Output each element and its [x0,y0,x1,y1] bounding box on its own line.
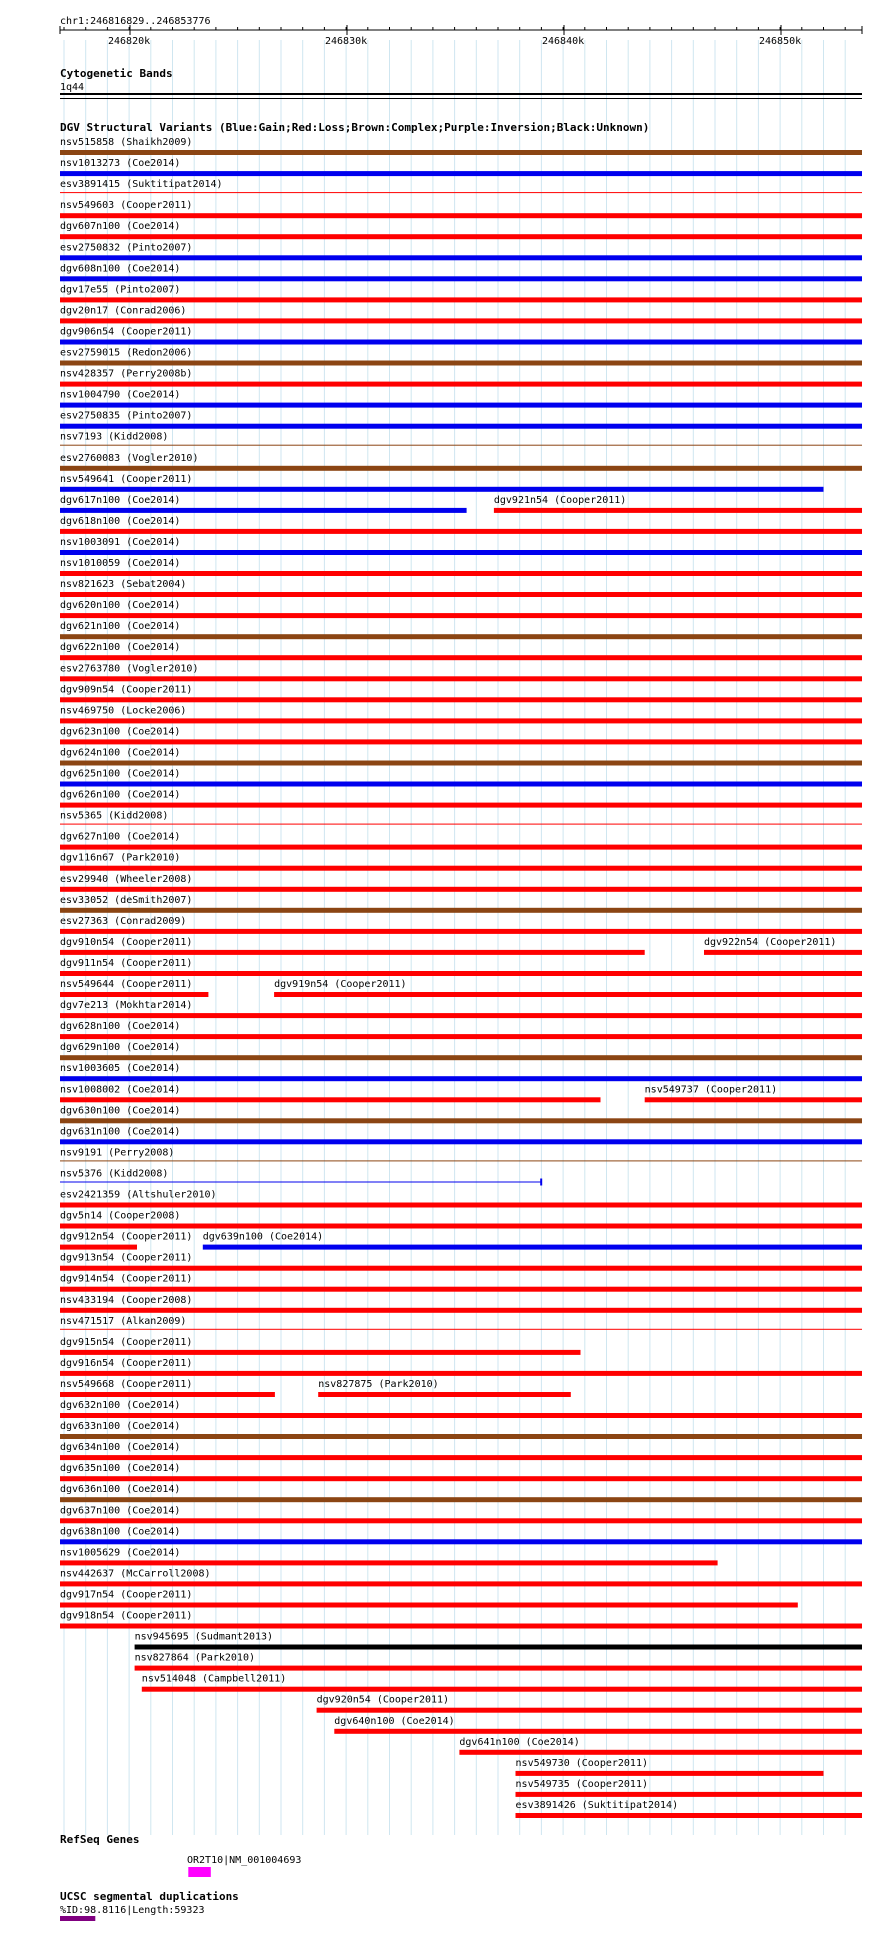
variant-label: dgv634n100 (Coe2014) [60,1442,181,1454]
variant-label: nsv1005629 (Coe2014) [60,1547,181,1559]
ruler-tick-label: 246820k [108,36,151,47]
variant-label: dgv607n100 (Coe2014) [60,221,181,233]
variant-feature[interactable] [60,887,862,892]
variant-feature[interactable] [60,1287,862,1292]
variant-label: dgv637n100 (Coe2014) [60,1505,181,1517]
variant-label: dgv623n100 (Coe2014) [60,726,181,738]
variant-label: nsv471517 (Alkan2009) [60,1315,187,1327]
variant-feature[interactable] [60,992,208,997]
variant-feature[interactable] [135,1666,862,1671]
variant-label: nsv549668 (Cooper2011) [60,1378,193,1390]
variant-feature[interactable] [516,1792,863,1797]
variant-feature[interactable] [60,1560,718,1565]
variant-label: dgv628n100 (Coe2014) [60,1021,181,1033]
variant-feature[interactable] [60,1245,137,1250]
variant-feature[interactable] [60,1203,862,1208]
variant-label: dgv915n54 (Cooper2011) [60,1336,193,1348]
variant-label: dgv116n67 (Park2010) [60,852,181,864]
ruler-tick-label: 246830k [325,36,368,47]
variant-feature[interactable] [60,1518,862,1523]
variant-label: esv29940 (Wheeler2008) [60,873,193,885]
variant-feature[interactable] [60,1371,862,1376]
variant-label: dgv622n100 (Coe2014) [60,642,181,654]
variant-label: nsv515858 (Shaikh2009) [60,137,193,148]
variant-feature[interactable] [142,1687,862,1692]
refseq-track-title: RefSeq Genes [60,1833,140,1846]
variant-label: dgv625n100 (Coe2014) [60,768,181,780]
variant-feature[interactable] [60,1308,862,1313]
variant-label: dgv921n54 (Cooper2011) [493,494,627,506]
variant-feature[interactable] [60,718,862,723]
variant-label: dgv906n54 (Cooper2011) [60,326,193,338]
variant-feature[interactable] [60,634,862,639]
variant-label: dgv633n100 (Coe2014) [60,1421,181,1433]
variant-feature[interactable] [60,697,862,702]
variant-feature[interactable] [60,1329,862,1330]
variant-label: nsv1013273 (Coe2014) [60,158,181,170]
variant-feature[interactable] [60,1434,862,1439]
variant-label: nsv1004790 (Coe2014) [60,389,181,401]
variant-feature[interactable] [60,361,862,366]
variant-label: esv2760083 (Vogler2010) [60,452,199,464]
variant-label: esv3891426 (Suktitipat2014) [515,1799,679,1811]
variant-label: dgv922n54 (Cooper2011) [704,936,837,948]
variant-label: esv2759015 (Redon2006) [60,347,193,359]
variant-feature[interactable] [60,445,862,446]
variant-feature[interactable] [60,1497,862,1502]
variant-feature[interactable] [60,508,467,513]
variant-label: dgv631n100 (Coe2014) [60,1126,181,1138]
variant-feature[interactable] [60,466,862,471]
variant-feature[interactable] [60,318,862,323]
variant-label: dgv636n100 (Coe2014) [60,1484,181,1496]
variant-feature[interactable] [60,1539,862,1544]
variant-feature[interactable] [60,592,862,597]
region-label: chr1:246816829..246853776 [60,16,211,27]
variant-feature[interactable] [60,1139,862,1144]
variant-label: nsv428357 (Perry2008b) [60,368,193,380]
variant-label: nsv433194 (Cooper2008) [60,1294,193,1306]
variant-label: dgv20n17 (Conrad2006) [60,305,187,317]
ruler-tick-label: 246840k [542,36,585,47]
variant-feature[interactable] [60,487,824,492]
variant-feature[interactable] [60,213,862,218]
variant-feature[interactable] [203,1245,862,1250]
variant-feature[interactable] [60,1603,798,1608]
variant-feature[interactable] [60,866,862,871]
dgv-track-title: DGV Structural Variants (Blue:Gain;Red:Loss;Brown:Complex;Purple:Inversion;Black:Unknown) [60,121,650,134]
variant-label: nsv827875 (Park2010) [318,1378,439,1390]
variant-feature[interactable] [60,1413,862,1418]
variant-feature[interactable] [459,1750,862,1755]
variant-feature[interactable] [60,1097,601,1102]
variant-feature[interactable] [318,1392,571,1397]
variant-feature[interactable] [60,613,862,618]
variant-feature[interactable] [317,1708,862,1713]
variant-label: nsv5376 (Kidd2008) [60,1168,169,1180]
variant-feature[interactable] [60,1350,581,1355]
gene-feature[interactable] [188,1867,211,1877]
variant-feature[interactable] [60,1392,275,1397]
dgv-track [60,137,862,1818]
coordinate-ruler[interactable] [60,25,862,47]
variant-feature[interactable] [494,508,862,513]
variant-label: esv2763780 (Vogler2010) [60,663,199,675]
variant-label: dgv909n54 (Cooper2011) [60,684,193,696]
track-divider [60,98,862,99]
variant-feature[interactable] [60,424,862,429]
variant-feature[interactable] [60,950,645,955]
variant-label: nsv945695 (Sudmant2013) [134,1631,274,1643]
variant-label: dgv617n100 (Coe2014) [60,494,181,506]
segdup-track-title: UCSC segmental duplications [60,1890,239,1903]
variant-feature[interactable] [60,550,862,555]
variant-feature[interactable] [274,992,862,997]
variant-feature[interactable] [60,1455,862,1460]
variant-feature[interactable] [60,1055,862,1060]
variant-feature[interactable] [60,761,862,766]
variant-feature[interactable] [60,782,862,787]
variant-label: dgv916n54 (Cooper2011) [60,1357,193,1369]
variant-feature[interactable] [60,1160,862,1161]
variant-label: esv33052 (deSmith2007) [60,894,193,906]
variant-feature[interactable] [60,192,862,193]
variant-feature[interactable] [60,845,862,850]
variant-label: nsv549735 (Cooper2011) [515,1778,648,1790]
variant-label: dgv608n100 (Coe2014) [60,263,181,275]
variant-feature[interactable] [516,1771,824,1776]
variant-feature[interactable] [60,908,862,913]
variant-label: nsv1008002 (Coe2014) [60,1084,181,1096]
variant-label: dgv620n100 (Coe2014) [60,600,181,612]
variant-feature[interactable] [60,234,862,239]
variant-label: dgv914n54 (Cooper2011) [60,1273,193,1285]
variant-label: nsv549641 (Cooper2011) [60,473,193,485]
variant-feature[interactable] [334,1729,862,1734]
variant-label: nsv549730 (Cooper2011) [515,1757,648,1769]
variant-feature[interactable] [60,1624,862,1629]
variant-label: esv27363 (Conrad2009) [60,915,187,927]
variant-feature[interactable] [60,1266,862,1271]
variant-label: dgv918n54 (Cooper2011) [60,1610,193,1622]
variant-feature[interactable] [516,1813,863,1818]
variant-feature[interactable] [60,571,862,576]
segdup-feature[interactable] [60,1916,95,1921]
cytoband-band[interactable] [60,93,862,95]
variant-label: dgv913n54 (Cooper2011) [60,1252,193,1264]
cytoband-track-title: Cytogenetic Bands [60,67,173,80]
variant-label: dgv920n54 (Cooper2011) [316,1694,450,1706]
variant-label: dgv641n100 (Coe2014) [459,1736,580,1748]
variant-label: dgv912n54 (Cooper2011) [60,1231,193,1243]
variant-feature[interactable] [60,1034,862,1039]
variant-feature[interactable] [60,1182,541,1183]
variant-feature[interactable] [60,297,862,302]
variant-feature[interactable] [60,971,862,976]
variant-label: dgv911n54 (Cooper2011) [60,957,193,969]
variant-label: dgv632n100 (Coe2014) [60,1400,181,1411]
variant-label: dgv618n100 (Coe2014) [60,515,181,527]
variant-label: dgv917n54 (Cooper2011) [60,1589,193,1601]
variant-feature[interactable] [645,1097,862,1102]
variant-label: esv3891415 (Suktitipat2014) [60,179,223,191]
variant-label: nsv514048 (Campbell2011) [141,1673,287,1685]
variant-label: dgv919n54 (Cooper2011) [274,979,407,990]
variant-feature[interactable] [60,403,862,408]
variant-label: dgv7e213 (Mokhtar2014) [60,1000,193,1012]
variant-label: nsv549737 (Cooper2011) [644,1084,778,1096]
variant-feature[interactable] [60,171,862,176]
variant-feature[interactable] [60,529,862,534]
variant-feature[interactable] [60,1581,862,1586]
variant-feature[interactable] [60,382,862,387]
variant-label: dgv638n100 (Coe2014) [60,1526,181,1538]
segdup-label: %ID:98.8116|Length:59323 [60,1905,205,1916]
variant-label: dgv635n100 (Coe2014) [60,1463,181,1475]
variant-label: dgv627n100 (Coe2014) [60,831,181,843]
variant-feature[interactable] [60,1118,862,1123]
variant-feature[interactable] [60,276,862,281]
cytoband-label: 1q44 [60,82,85,93]
variant-feature[interactable] [60,803,862,808]
variant-label: nsv7193 (Kidd2008) [60,431,169,443]
variant-feature[interactable] [60,739,862,744]
variant-feature[interactable] [60,1476,862,1481]
variant-label: nsv1003605 (Coe2014) [60,1063,181,1075]
variant-label: esv2750835 (Pinto2007) [60,410,193,422]
variant-label: nsv821623 (Sebat2004) [60,579,187,591]
variant-feature[interactable] [60,1224,862,1229]
gene-label: OR2T10|NM_001004693 [187,1855,302,1866]
variant-end-cap [540,1179,542,1186]
ruler-tick-label: 246850k [759,36,802,47]
variant-label: nsv549603 (Cooper2011) [60,200,193,212]
variant-label: dgv910n54 (Cooper2011) [60,936,193,948]
variant-feature[interactable] [60,1013,862,1018]
variant-label: dgv630n100 (Coe2014) [60,1105,181,1117]
variant-label: nsv442637 (McCarroll2008) [60,1568,211,1580]
variant-label: nsv549644 (Cooper2011) [60,979,193,990]
variant-label: nsv1003091 (Coe2014) [60,536,181,548]
variant-label: nsv5365 (Kidd2008) [60,810,169,822]
variant-label: dgv629n100 (Coe2014) [60,1042,181,1054]
variant-label: dgv5n14 (Cooper2008) [60,1210,181,1222]
variant-feature[interactable] [704,950,862,955]
variant-label: dgv17e55 (Pinto2007) [60,284,181,296]
variant-label: dgv624n100 (Coe2014) [60,747,181,759]
variant-feature[interactable] [60,340,862,345]
variant-label: esv2421359 (Altshuler2010) [60,1189,217,1201]
variant-label: nsv9191 (Perry2008) [60,1147,175,1159]
variant-feature[interactable] [60,655,862,660]
variant-label: esv2750832 (Pinto2007) [60,242,193,254]
variant-feature[interactable] [135,1645,862,1650]
variant-label: dgv640n100 (Coe2014) [334,1715,455,1727]
variant-label: nsv469750 (Locke2006) [60,705,187,717]
variant-feature[interactable] [60,824,862,825]
variant-label: dgv621n100 (Coe2014) [60,621,181,633]
variant-feature[interactable] [60,676,862,681]
variant-label: nsv827864 (Park2010) [134,1652,256,1664]
variant-label: dgv639n100 (Coe2014) [202,1231,324,1243]
variant-feature[interactable] [60,255,862,260]
variant-feature[interactable] [60,150,862,155]
variant-label: nsv1010059 (Coe2014) [60,558,181,569]
variant-label: dgv626n100 (Coe2014) [60,789,181,801]
variant-feature[interactable] [60,1076,862,1081]
variant-feature[interactable] [60,929,862,934]
